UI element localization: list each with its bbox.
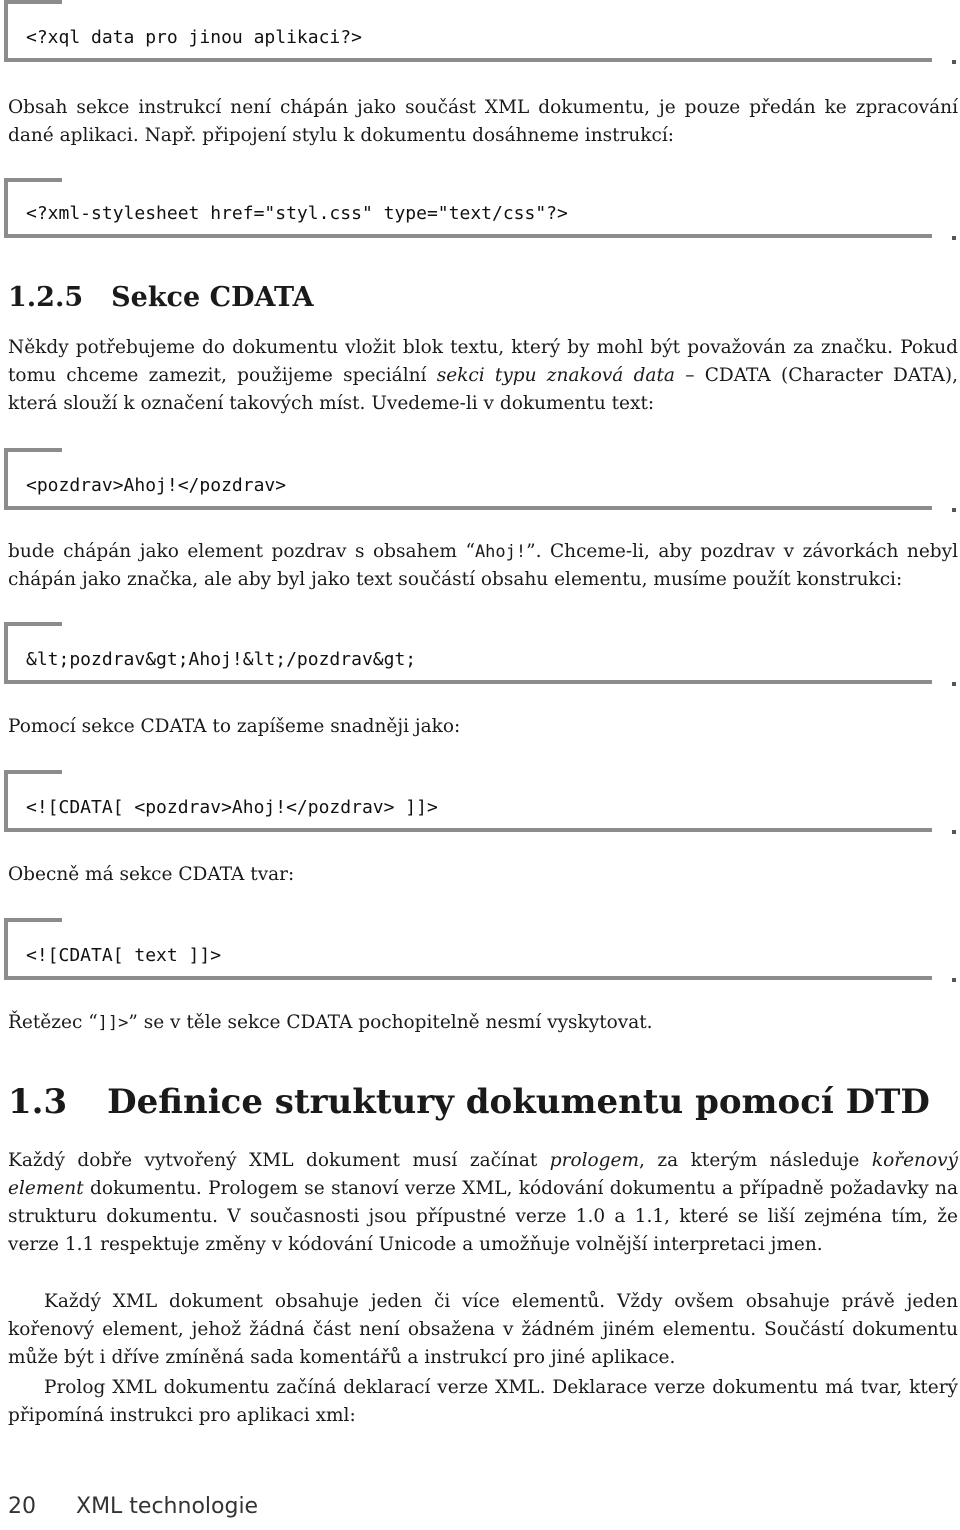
emphasis: sekci typu znaková data [436,365,675,386]
code-text: <![CDATA[ text ]]> [26,945,222,966]
cdata-paragraph-4: Obecně má sekce CDATA tvar: [8,864,295,885]
margin-dot [952,682,956,686]
cdata-paragraph-3: Pomocí sekce CDATA to zapíšeme snadněji jako: [8,716,461,737]
inline-code: ]]> [97,1013,129,1033]
running-title: XML technologie [76,1494,259,1519]
cdata-paragraph-2: bude chápán jako element pozdrav s obsahem “Ahoj!”. Chceme-li, aby pozdrav v závorkách nebyl chápán jako značka, ale aby byl jako text součástí obsahu elementu, musíme použít konstrukci: [8,541,958,590]
page-footer [8,1494,258,1519]
code-block-cdata-example [4,770,932,832]
section-heading-dtd [8,1082,930,1122]
code-text: &lt;pozdrav&gt;Ahoj!&lt;/pozdrav&gt; [26,649,417,670]
code-text: <pozdrav>Ahoj!</pozdrav> [26,475,287,496]
code-block-pozdrav [4,448,932,510]
margin-dot [952,508,956,512]
cdata-paragraph-5: Řetězec “]]>” se v těle sekce CDATA pochopitelně nesmí vyskytovat. [8,1012,653,1033]
section-title: Definice struktury dokumentu pomocí DTD [107,1082,930,1122]
dtd-paragraph-1: Každý dobře vytvořený XML dokument musí začínat prologem, za kterým následuje kořenový element dokumentu. Prologem se stanoví verze XML, kódování dokumentu a případně požadavky na strukturu dokumentu. V současnosti jsou přípustné verze 1.0 a 1.1, které se liší zejména tím, že verze 1.1 respektuje změny v kódování Unicode a umožňuje volnější interpretaci jmen. [8,1150,958,1255]
section-heading-cdata [8,282,314,313]
page-number: 20 [8,1494,36,1519]
inline-code: Ahoj! [474,542,527,562]
code-block-entities [4,622,932,684]
section-number: 1.2.5 [8,282,84,313]
emphasis: kořenový element [8,1150,958,1199]
margin-dot [952,830,956,834]
cdata-paragraph-1: Někdy potřebujeme do dokumentu vložit blok textu, který by mohl být považován za značku. Pokud tomu chceme zamezit, použijeme speciální sekci typu znaková data – CDATA (Character DATA), která slouží k označení takových míst. Uvedeme-li v dokumentu text: [8,337,958,414]
code-block-cdata-form [4,918,932,980]
emphasis: prologem [549,1150,640,1171]
dtd-paragraph-2: Každý XML dokument obsahuje jeden či více elementů. Vždy ovšem obsahuje právě jeden kořenový element, jehož žádná část není obsažena v žádném jiném elementu. Součástí dokumentu může být i dříve zmíněná sada komentářů a instrukcí pro jiné aplikace. [8,1291,958,1368]
margin-dot [952,236,956,240]
section-number: 1.3 [8,1082,68,1122]
code-text: <?xml-stylesheet href="styl.css" type="text/css"?> [26,203,568,224]
code-block-stylesheet [4,178,932,238]
code-block-xql [4,0,932,62]
margin-dot [952,978,956,982]
dtd-paragraph-3: Prolog XML dokumentu začíná deklarací verze XML. Deklarace verze dokumentu má tvar, který připomíná instrukci pro aplikaci xml: [8,1377,958,1426]
margin-dot [952,60,956,64]
intro-paragraph: Obsah sekce instrukcí není chápán jako součást XML dokumentu, je pouze předán ke zpracování dané aplikaci. Např. připojení stylu k dokumentu dosáhneme instrukcí: [8,97,958,146]
code-text: <![CDATA[ <pozdrav>Ahoj!</pozdrav> ]]> [26,797,438,818]
section-title: Sekce CDATA [111,282,314,313]
code-text: <?xql data pro jinou aplikaci?> [26,27,362,48]
